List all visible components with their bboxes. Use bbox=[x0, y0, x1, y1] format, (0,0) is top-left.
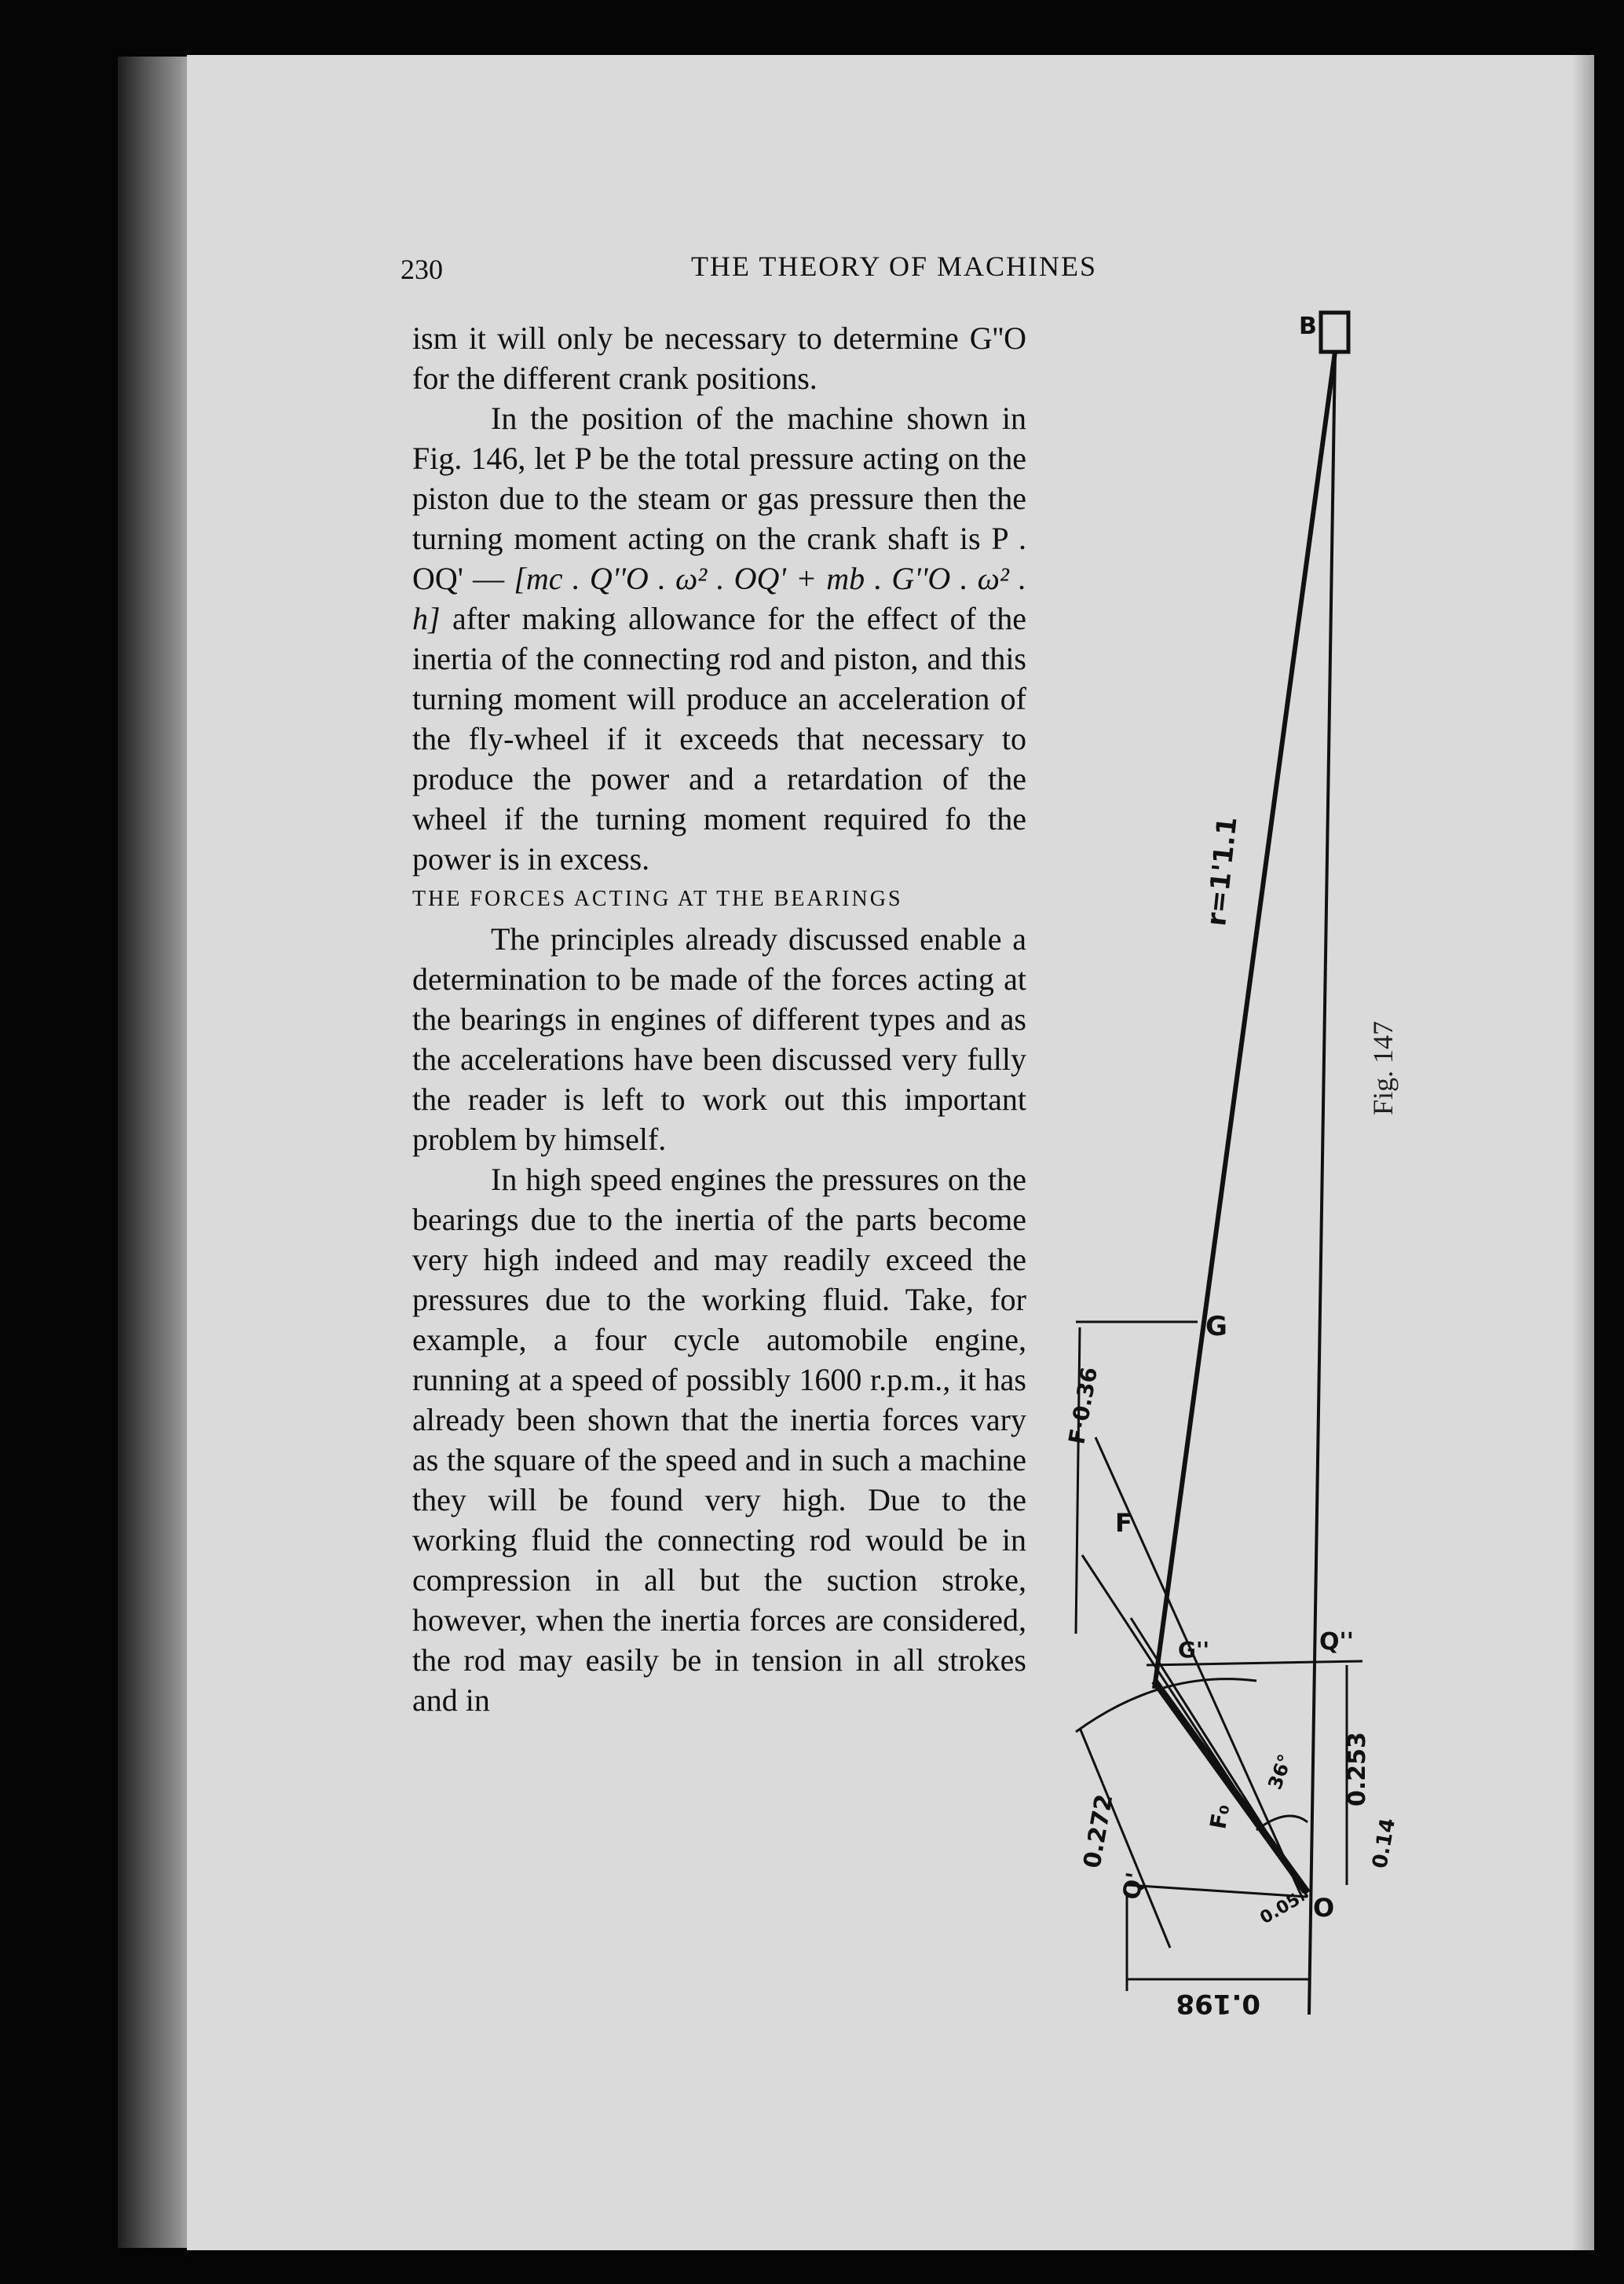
crosshead-box bbox=[1321, 313, 1348, 352]
label-q1: Q' bbox=[1117, 1870, 1150, 1902]
label-angle: 36° bbox=[1264, 1751, 1297, 1793]
label-o: O bbox=[1313, 1893, 1335, 1923]
label-dim-014: 0.14 bbox=[1368, 1816, 1401, 1871]
label-dim-0272: 0.272 bbox=[1078, 1792, 1119, 1871]
paragraph-1: ism it will only be necessary to determine G''O for the different crank positions. bbox=[412, 320, 1026, 396]
label-f0: F₀ bbox=[1205, 1802, 1235, 1832]
figure-caption: Fig. 147 bbox=[1367, 1020, 1399, 1115]
label-f: F bbox=[1115, 1508, 1132, 1538]
paragraph-4: In high speed engines the pressures on the bearings due to the inertia of the parts become very high indeed and may readily exceed the pressures due to the working fluid. Take, for example, a four cycle automobile engine, running at a speed of possibly 1600 r.p.m., it has already been shown that the inertia forces vary as the square of the speed and in such a machine they will be found very high. Due to the working fluid the connecting rod would be in compression in all but the suction stroke, however, when the inertia forces are considered, the rod may easily be in tension in all strokes and in bbox=[412, 1162, 1026, 1718]
label-dim-005: 0.05 bbox=[1256, 1890, 1304, 1929]
label-dim-036: F·0.36 bbox=[1063, 1365, 1103, 1447]
paragraph-2-text: In the position of the machine shown in Fig. 146, let P be the total pressure acting on the piston due to the steam or gas pressure then the turning moment acting on the crank shaft is P . OQ' — bbox=[412, 401, 1026, 596]
q1-horizontal bbox=[1127, 1885, 1308, 1897]
label-dim-0253: 0.253 bbox=[1344, 1732, 1371, 1806]
label-dim-0198: 0.198 bbox=[1176, 1988, 1260, 2019]
label-q2: Q'' bbox=[1319, 1628, 1354, 1656]
label-rod-length: r=1'1.1 bbox=[1201, 814, 1244, 928]
turning-moment-formula: [mc . Q''O . ω² . OQ' + mb . G''O . ω² . h] bbox=[412, 561, 1027, 636]
crank-circle-arc bbox=[1076, 1679, 1256, 1732]
paragraph-3: The principles already discussed enable a determination to be made of the forces acting at the bearings in engines of different types and as the accelerations have been discussed very fully the reader is left to work out this important problem by himself. bbox=[412, 921, 1026, 1157]
stroke-line bbox=[1309, 352, 1335, 2015]
label-g2: G'' bbox=[1178, 1637, 1210, 1663]
page-number: 230 bbox=[401, 254, 443, 285]
running-title: THE THEORY OF MACHINES bbox=[691, 251, 1098, 282]
label-g: G bbox=[1205, 1311, 1227, 1342]
paragraph-2-tail: after making allowance for the effect of the inertia of the connecting rod and piston, and this turning moment will produce an acceleration of the fly-wheel if it exceeds that necessary to produce the power and a retardation of the wheel if the turning moment required fo the power is in excess. bbox=[412, 601, 1027, 877]
label-b: B bbox=[1299, 313, 1317, 340]
connecting-rod bbox=[1154, 352, 1335, 1689]
section-heading: THE FORCES ACTING AT THE BEARINGS bbox=[412, 887, 903, 911]
construction-line-1 bbox=[1095, 1437, 1304, 1901]
